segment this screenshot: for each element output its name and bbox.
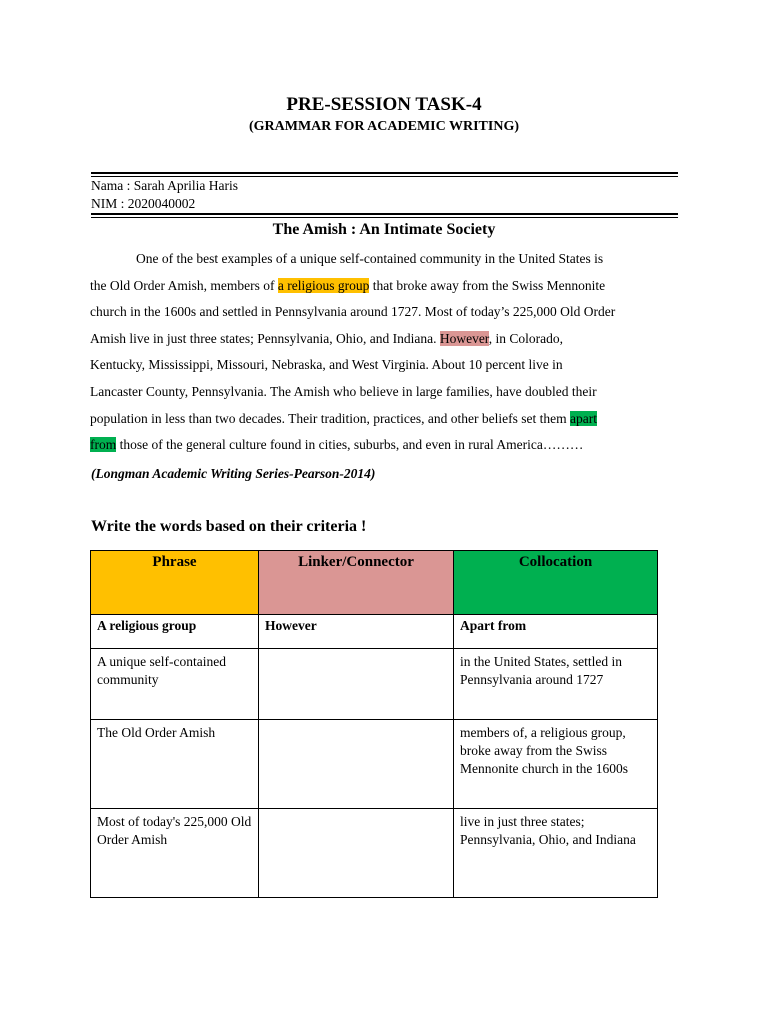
table-cell: members of, a religious group, broke away from the Swiss Mennonite church in the 1600s <box>454 720 658 809</box>
header-phrase: Phrase <box>91 551 259 615</box>
highlight-linker: However <box>439 330 489 346</box>
table-cell: Apart from <box>454 615 658 649</box>
paragraph-text: Amish live in just three states; Pennsylvania, Ohio, and Indiana. <box>90 330 440 346</box>
table-cell <box>259 649 454 720</box>
paragraph-line <box>90 326 690 353</box>
table-header-row <box>91 551 658 615</box>
table-cell <box>259 720 454 809</box>
header-collocation: Collocation <box>454 551 658 615</box>
paragraph-text: those of the general culture found in cities, suburbs, and even in rural America……… <box>116 437 584 453</box>
paragraph-text: population in less than two decades. Their tradition, practices, and other beliefs set them <box>90 410 570 426</box>
table-row <box>91 809 658 898</box>
table-row <box>91 649 658 720</box>
highlight-collocation: from <box>90 437 117 453</box>
paragraph-text: , in Colorado, <box>488 330 564 346</box>
task-instruction: Write the words based on their criteria ! <box>91 518 367 535</box>
paragraph-line <box>90 406 690 433</box>
criteria-table <box>90 550 658 898</box>
divider <box>91 213 678 215</box>
table-cell: in the United States, settled in Pennsylvania around 1727 <box>454 649 658 720</box>
table-cell <box>259 809 454 898</box>
paragraph-line: Kentucky, Mississippi, Missouri, Nebraska, and West Virginia. About 10 percent live in <box>90 357 563 373</box>
student-name: Nama : Sarah Aprilia Haris <box>91 178 238 193</box>
passage-paragraph <box>90 246 690 459</box>
table-cell: However <box>259 615 454 649</box>
header-linker: Linker/Connector <box>259 551 454 615</box>
paragraph-line <box>90 432 690 459</box>
passage-heading: The Amish : An Intimate Society <box>272 221 496 238</box>
table-cell: Most of today's 225,000 Old Order Amish <box>91 809 259 898</box>
divider <box>91 176 678 177</box>
paragraph-text: that broke away from the Swiss Mennonite <box>369 277 606 293</box>
document-subtitle: (GRAMMAR FOR ACADEMIC WRITING) <box>248 119 519 134</box>
divider <box>91 217 678 218</box>
table-cell: A unique self-contained community <box>91 649 259 720</box>
source-citation: (Longman Academic Writing Series-Pearson-2014) <box>91 466 376 481</box>
paragraph-line: One of the best examples of a unique self-contained community in the United States is <box>136 251 604 266</box>
paragraph-line: church in the 1600s and settled in Pennsylvania around 1727. Most of today’s 225,000 Old Order <box>90 304 616 320</box>
divider <box>91 172 678 174</box>
document-title: PRE-SESSION TASK-4 <box>286 94 482 115</box>
table-row <box>91 615 658 649</box>
paragraph-line: Lancaster County, Pennsylvania. The Amish who believe in large families, have doubled their <box>90 383 597 399</box>
table-row <box>91 720 658 809</box>
paragraph-text: the Old Order Amish, members of <box>90 277 278 293</box>
highlight-phrase: a religious group <box>277 277 370 293</box>
paragraph-line <box>90 273 690 300</box>
table-cell: A religious group <box>91 615 259 649</box>
highlight-collocation: apart <box>570 410 597 426</box>
table-cell: The Old Order Amish <box>91 720 259 809</box>
table-cell: live in just three states; Pennsylvania, Ohio, and Indiana <box>454 809 658 898</box>
student-nim: NIM : 2020040002 <box>91 196 196 211</box>
